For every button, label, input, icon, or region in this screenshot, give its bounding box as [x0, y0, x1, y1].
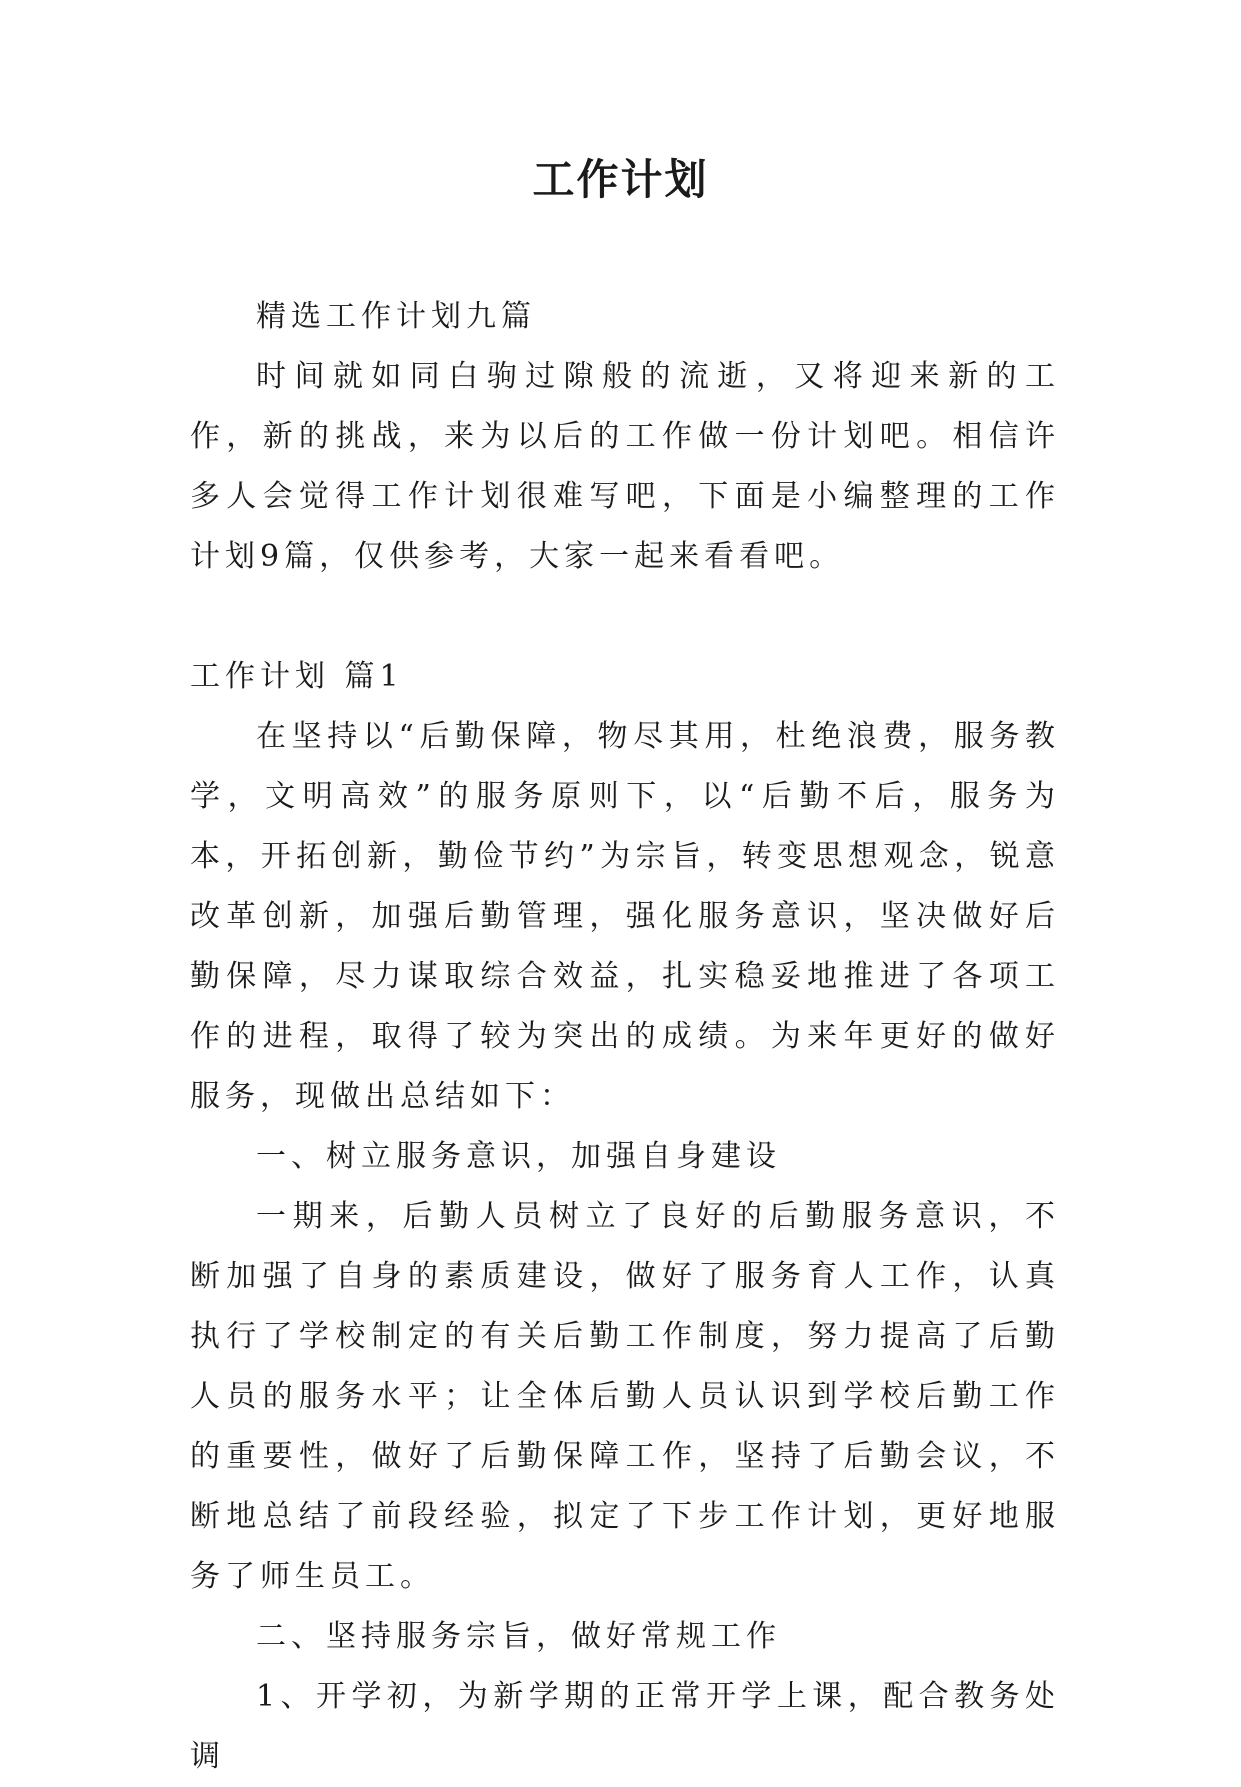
document-title: 工作计划	[532, 155, 709, 204]
subheading-2: 二、坚持服务宗旨，做好常规工作	[256, 1619, 781, 1654]
body-paragraph: 在坚持以“后勤保障，物尽其用，杜绝浪费，服务教学，文明高效”的服务原则下，以“后勤不后，服务为本，开拓创新，勤俭节约”为宗旨，转变思想观念，锐意改革创新，加强后勤管理，强化服务意识，坚决做好后勤保障，尽力谋取综合效益，扎实稳妥地推进了各项工作的进程，取得了较为突出的成绩。为来年更好的做好服务，现做出总结如下：	[190, 719, 1060, 1114]
document-body	[190, 287, 1060, 1787]
subheading-1: 一、树立服务意识，加强自身建设	[256, 1139, 781, 1174]
intro-paragraph: 时间就如同白驹过隙般的流逝，又将迎来新的工作，新的挑战，来为以后的工作做一份计划吧。相信许多人会觉得工作计划很难写吧，下面是小编整理的工作计划9篇，仅供参考，大家一起来看看吧。	[190, 359, 1060, 574]
section-heading: 工作计划 篇1	[190, 659, 404, 694]
intro-heading: 精选工作计划九篇	[256, 299, 536, 334]
body-paragraph: 1、开学初，为新学期的正常开学上课，配合教务处调	[190, 1679, 1060, 1774]
section-spacer	[190, 587, 1060, 647]
body-paragraph: 一期来，后勤人员树立了良好的后勤服务意识，不断加强了自身的素质建设，做好了服务育人工作，认真执行了学校制定的有关后勤工作制度，努力提高了后勤人员的服务水平；让全体后勤人员认识到学校后勤工作的重要性，做好了后勤保障工作，坚持了后勤会议，不断地总结了前段经验，拟定了下步工作计划，更好地服务了师生员工。	[190, 1199, 1060, 1594]
